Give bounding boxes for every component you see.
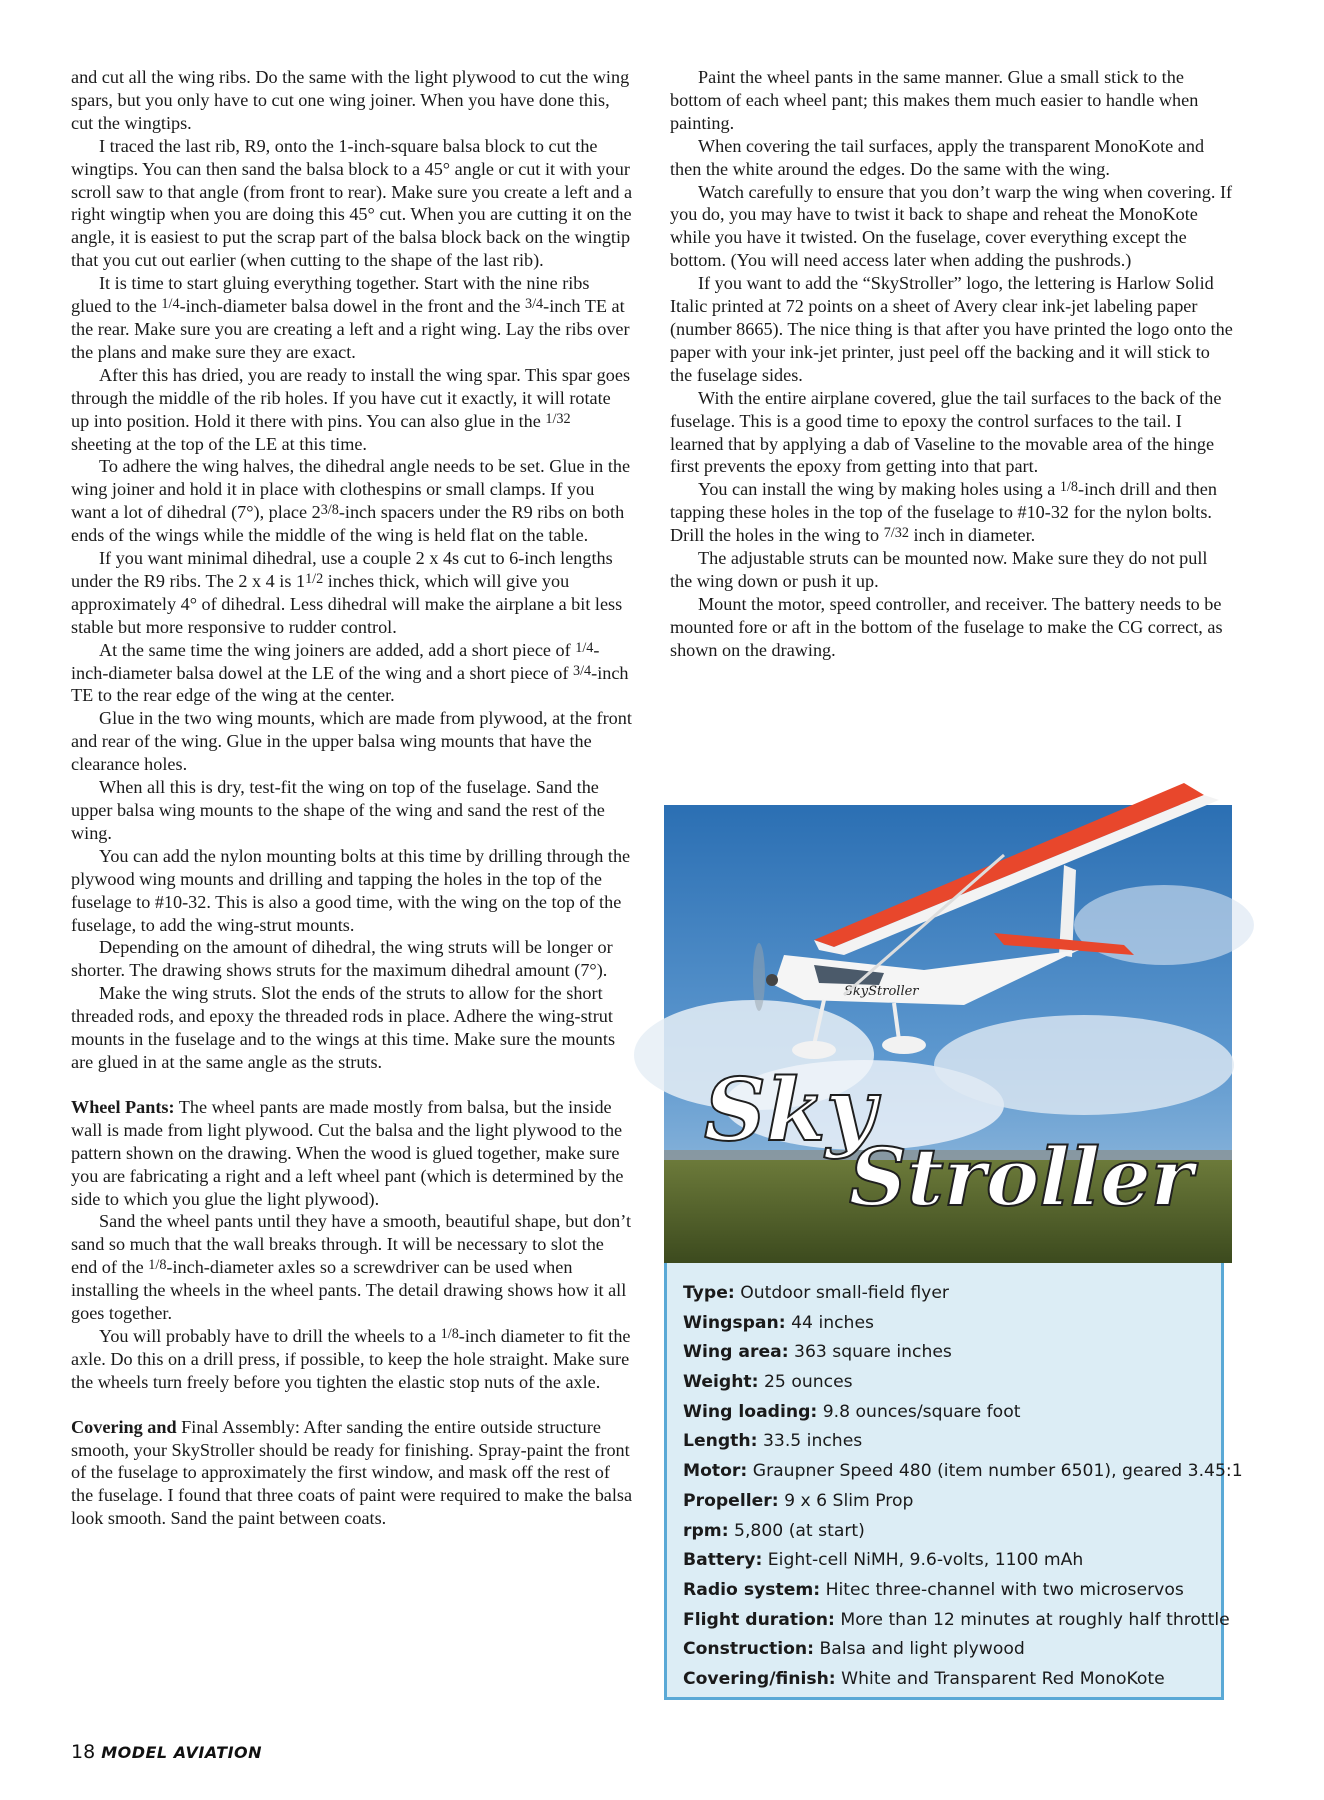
left-column	[71, 66, 633, 1530]
paragraph: Wheel Pants: The wheel pants are made mostly from balsa, but the inside wall is made from light plywood. Cut the balsa and the light plywood to the pattern shown on the drawing. When the wood is glued together, make sure you are fabricating a right and a left wheel pant (which is determined by the side to which you glue the light plywood).	[71, 1096, 624, 1209]
spec-row: Flight duration: More than 12 minutes at roughly half throttle	[683, 1609, 1230, 1630]
paragraph: and cut all the wing ribs. Do the same with the light plywood to cut the wing spars, but you only have to cut one wing joiner. When you have done this, cut the wingtips.	[71, 67, 630, 133]
paragraph: Watch carefully to ensure that you don’t warp the wing when covering. If you do, you may have to twist it back to shape and reheat the MonoKote while you have it twisted. On the fuselage, cover everything except the bottom. (You will need access later when adding the pushrods.)	[670, 181, 1233, 271]
photo-logo-stroller: Stroller	[849, 1130, 1194, 1224]
paragraph: You can add the nylon mounting bolts at this time by drilling through the plywood wing mounts and drilling and tapping the holes in the top of the fuselage to #10-32. This is also a good time, with the wing on the top of the fuselage, to add the wing-strut mounts.	[71, 845, 631, 935]
photo-illustration	[664, 805, 1232, 1263]
spec-row: Motor: Graupner Speed 480 (item number 6501), geared 3.45:1	[683, 1461, 1243, 1482]
page-footer	[71, 1741, 262, 1763]
paragraph: Covering and Final Assembly: After sanding the entire outside structure smooth, your SkyStroller should be ready for finishing. Spray-paint the front of the fuselage to approximately the first window, and mask off the rest of the fuselage. I found that three coats of paint were required to make the balsa look smooth. Sand the paint between coats.	[71, 1416, 633, 1529]
fraction: 3/8	[320, 501, 339, 518]
fraction: 1/8	[440, 1325, 459, 1342]
fraction: 1/4	[575, 639, 594, 656]
paragraph: Make the wing struts. Slot the ends of the struts to allow for the short threaded rods, and epoxy the threaded rods in place. Adhere the wing-strut mounts in the fuselage and to the wings at this time. Make sure the mounts are glued in at the same angle as the struts.	[71, 983, 616, 1072]
spec-row: Weight: 25 ounces	[683, 1372, 853, 1393]
paragraph: To adhere the wing halves, the dihedral angle needs to be set. Glue in the wing joiner and hold it in place with clothespins or small clamps. If you want a lot of dihedral (7°), place $2^{3/8}$-inch spacers under the R9 ribs on both ends of the wings while the middle of the wing is held flat on the table.	[71, 456, 631, 546]
paragraph: When covering the tail surfaces, apply the transparent MonoKote and then the white around the edges. Do the same with the wing.	[670, 135, 1205, 179]
fraction: 1/4	[161, 295, 180, 312]
fraction: 7/32	[883, 524, 909, 541]
spec-row: Wing loading: 9.8 ounces/square foot	[683, 1401, 1021, 1422]
fraction: 3/4	[525, 295, 544, 312]
paragraph: It is time to start gluing everything together. Start with the nine ribs glued to the $^{1/4}$-inch-diameter balsa dowel in the front and the $^{3/4}$-inch TE at the rear. Make sure you are creating a left and a right wing. Lay the ribs over the plans and make sure they are exact.	[71, 273, 630, 362]
paragraph: At the same time the wing joiners are added, add a short piece of $^{1/4}$-inch-diameter balsa dowel at the LE of the wing and a short piece of $^{3/4}$-inch TE to the rear edge of the wing at the center.	[71, 639, 629, 706]
section-heading: Covering and	[71, 1416, 177, 1437]
section-heading: Wheel Pants:	[71, 1096, 175, 1117]
fraction: 1/8	[148, 1256, 167, 1273]
fraction: 1/8	[1059, 479, 1079, 496]
paragraph: Paint the wheel pants in the same manner. Glue a small stick to the bottom of each wheel pant; this makes them much easier to handle when painting.	[670, 67, 1199, 133]
paragraph: With the entire airplane covered, glue the tail surfaces to the back of the fuselage. This is a good time to epoxy the control surfaces to the tail. I learned that by applying a dab of Vaseline to the movable area of the hinge first prevents the epoxy from getting into that part.	[670, 387, 1222, 477]
page-number: 18	[71, 1741, 96, 1763]
paragraph: Mount the motor, speed controller, and receiver. The battery needs to be mounted fore or aft in the bottom of the fuselage to make the CG correct, as shown on the drawing.	[670, 593, 1223, 660]
paragraph: I traced the last rib, R9, onto the 1-inch-square balsa block to cut the wingtips. You can then sand the balsa block to a 45° angle or cut it with your scroll saw to that angle (from front to rear). Make sure you create a left and a right wingtip when you are doing this 45° cut. When you are cutting it on the angle, it is easiest to put the scrap part of the balsa block back on the wingtip that you cut out earlier (when cutting to the shape of the last rib).	[71, 135, 633, 271]
right-column	[670, 66, 1233, 662]
spec-row: Radio system: Hitec three-channel with two microservos	[683, 1579, 1184, 1600]
paragraph: If you want minimal dihedral, use a couple 2 x 4s cut to 6-inch lengths under the R9 ribs. The 2 x 4 is $1^{1/2}$ inches thick, which will give you approximately 4° of dihedral. Less dihedral will make the airplane a bit less stable but more responsive to rudder control.	[71, 548, 623, 637]
photo-logo-sky: Sky	[704, 1060, 876, 1161]
paragraph: You can install the wing by making holes using a $^{1/8}$-inch drill and then tapping these holes in the top of the fuselage to #10-32 for the nylon bolts. Drill the holes in the wing to $^{7/32}$ inch in diameter.	[670, 479, 1217, 546]
fraction: 1/32	[545, 410, 571, 427]
spec-row: rpm: 5,800 (at start)	[683, 1520, 865, 1541]
spec-row: Type: Outdoor small-field flyer	[683, 1283, 949, 1303]
spec-row: Propeller: 9 x 6 Slim Prop	[683, 1490, 914, 1511]
paragraph: After this has dried, you are ready to install the wing spar. This spar goes through the middle of the rib holes. If you have cut it exactly, it will rotate up into position. Hold it there with pins. You can also glue in the $^{1/32}$ sheeting at the top of the LE at this time.	[71, 364, 631, 454]
fuselage-logo: SkyStroller	[844, 984, 919, 999]
spec-row: Length: 33.5 inches	[683, 1431, 863, 1452]
paragraph: Glue in the two wing mounts, which are made from plywood, at the front and rear of the wing. Glue in the upper balsa wing mounts that have the clearance holes.	[71, 708, 632, 775]
paragraph: Depending on the amount of dihedral, the wing struts will be longer or shorter. The drawing shows struts for the maximum dihedral amount (7°).	[71, 937, 613, 981]
paragraph: If you want to add the “SkyStroller” logo, the lettering is Harlow Solid Italic printed at 72 points on a sheet of Avery clear ink-jet labeling paper (number 8665). The nice thing is that after you have printed the logo onto the paper with your ink-jet printer, just peel off the backing and it will stick to the fuselage sides.	[670, 273, 1233, 385]
airplane-photo	[664, 805, 1232, 1263]
paragraph: The adjustable struts can be mounted now. Make sure they do not pull the wing down or push it up.	[670, 548, 1208, 591]
magazine-name: MODEL AVIATION	[101, 1743, 263, 1762]
spec-box	[664, 1263, 1243, 1700]
fraction: 1/2	[305, 570, 324, 587]
spec-row: Covering/finish: White and Transparent Red MonoKote	[683, 1668, 1165, 1689]
spec-row: Wing area: 363 square inches	[683, 1342, 952, 1363]
paragraph: Sand the wheel pants until they have a smooth, beautiful shape, but don’t sand so much that the wall breaks through. It will be necessary to slot the end of the $^{1/8}$-inch-diameter axles so a screwdriver can be used when installing the wheels in the wheel pants. The detail drawing shows how it all goes together.	[71, 1211, 632, 1324]
spec-row: Wingspan: 44 inches	[683, 1312, 874, 1333]
paragraph: When all this is dry, test-fit the wing on top of the fuselage. Sand the upper balsa wing mounts to the shape of the wing and sand the rest of the wing.	[71, 777, 605, 843]
fraction: 3/4	[573, 662, 592, 679]
paragraph: You will probably have to drill the wheels to a $^{1/8}$-inch diameter to fit the axle. Do this on a drill press, if possible, to keep the hole straight. Make sure the wheels turn freely before you tighten the elastic stop nuts of the axle.	[71, 1325, 631, 1392]
spec-row: Battery: Eight-cell NiMH, 9.6-volts, 1100 mAh	[683, 1550, 1084, 1571]
spec-row: Construction: Balsa and light plywood	[683, 1639, 1025, 1660]
